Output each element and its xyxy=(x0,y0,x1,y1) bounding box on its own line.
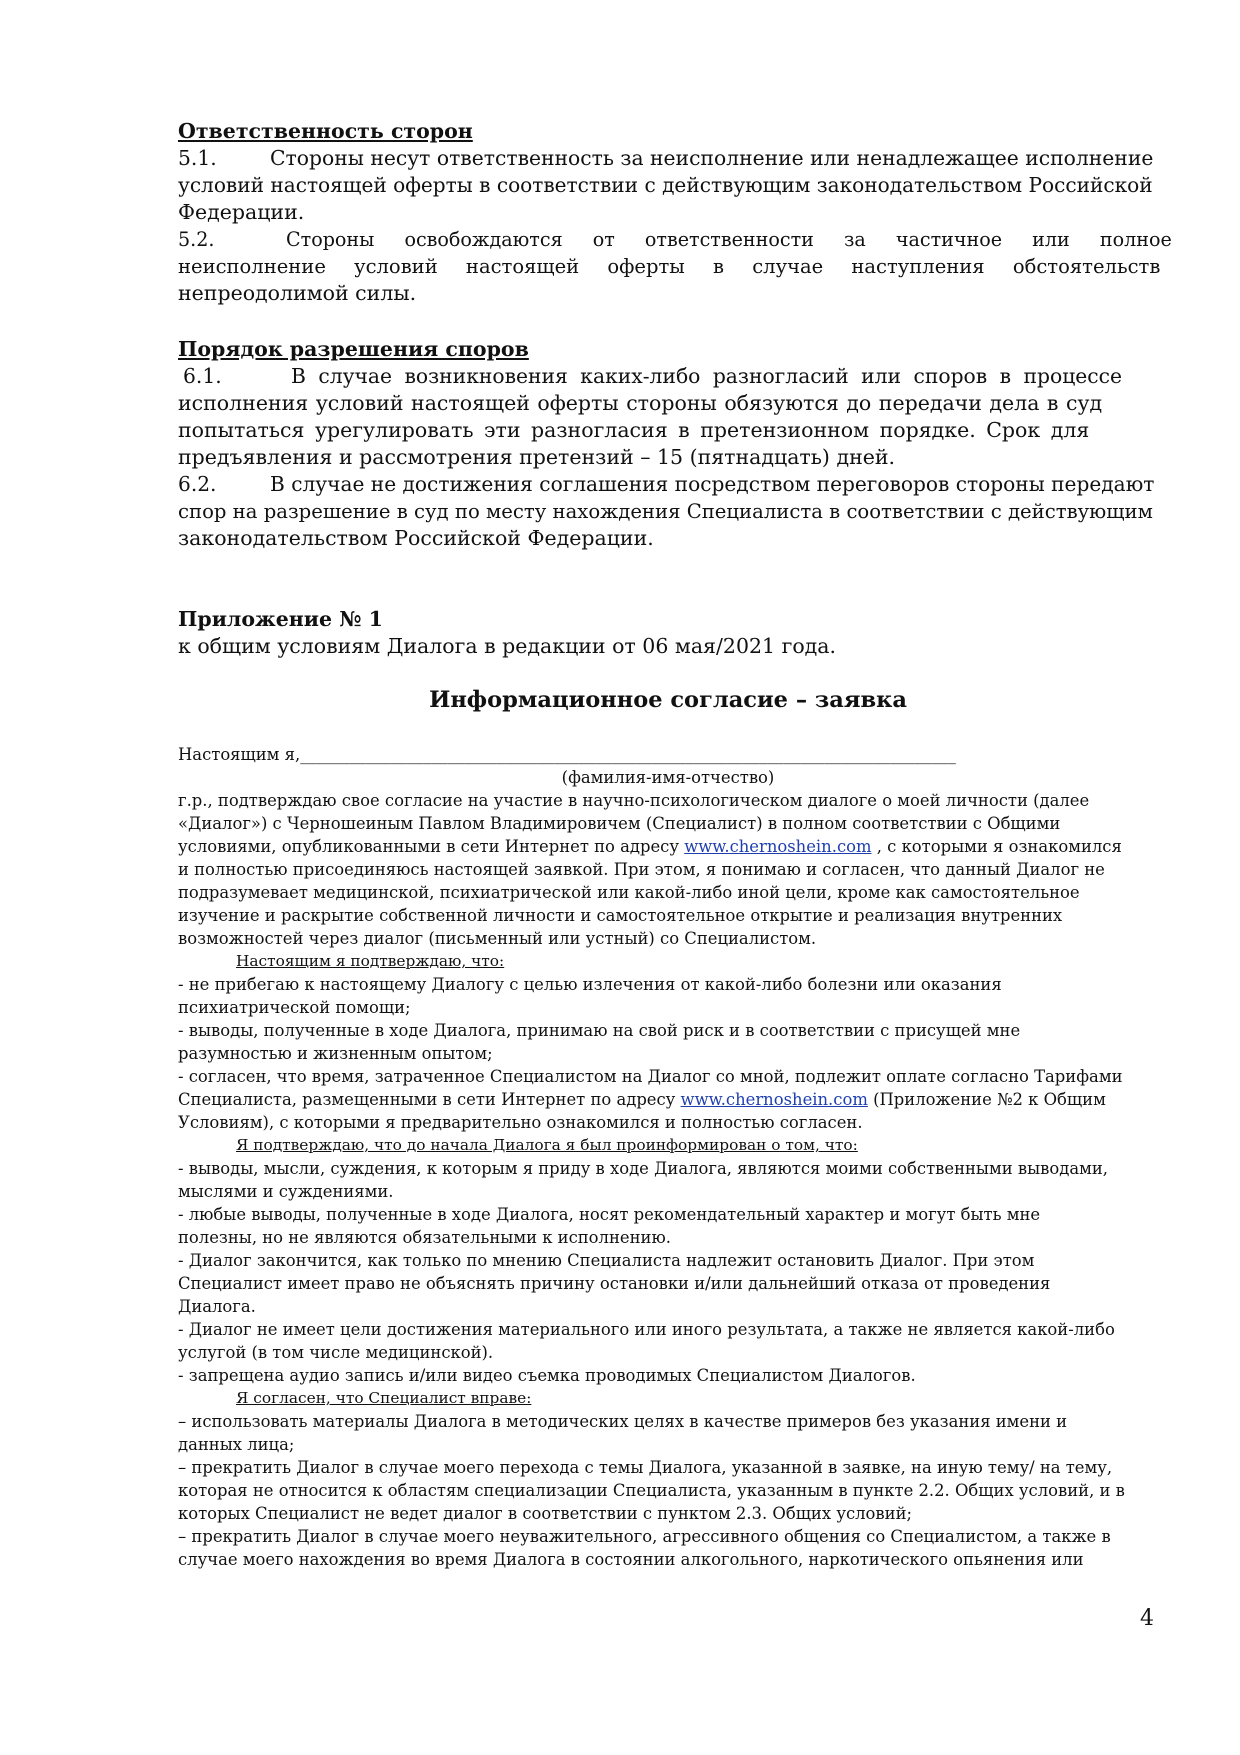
clause-number: 6.2. xyxy=(178,472,217,496)
confirm-item: психиатрической помощи; xyxy=(178,998,411,1017)
clause-5-2-line: неисполнение условий настоящей оферты в случае наступления обстоятельств xyxy=(178,255,1161,278)
clause-5-2-line: непреодолимой силы. xyxy=(178,281,417,305)
rights-item: случае моего нахождения во время Диалога в состоянии алкогольного, наркотического опьянения или xyxy=(178,1550,1084,1569)
clause-text: В случае возникновения каких-либо разногласий или споров в процессе xyxy=(291,364,1122,388)
clause-6-1-line: попытаться урегулировать эти разногласия в претензионном порядке. Срок для xyxy=(178,418,1090,442)
clause-6-1-line: предъявления и рассмотрения претензий – 15 (пятнадцать) дней. xyxy=(178,445,896,469)
confirm-heading: Настоящим я подтверждаю, что: xyxy=(236,952,505,970)
consent-line: «Диалог») с Черношеиным Павлом Владимировичем (Специалист) в полном соответствии с Общими xyxy=(178,814,1061,833)
informed-item: - Диалог не имеет цели достижения материального или иного результата, а также не является какой-либо xyxy=(178,1320,1115,1339)
consent-line: г.р., подтверждаю свое согласие на участие в научно-психологическом диалоге о моей личности (далее xyxy=(178,791,1090,810)
rights-item: – прекратить Диалог в случае моего неуважительного, агрессивного общения со Специалистом, а также в xyxy=(178,1527,1111,1546)
confirm-item: Условиям), с которыми я предварительно ознакомился и полностью согласен. xyxy=(178,1113,863,1132)
consent-line: и полностью присоединяюсь настоящей заявкой. При этом, я понимаю и согласен, что данный Диалог не xyxy=(178,860,1105,879)
clause-5-2-line xyxy=(178,226,1172,253)
consent-line: возможностей через диалог (письменный или устный) со Специалистом. xyxy=(178,929,817,948)
confirm-text: Специалиста, размещенными в сети Интернет по адресу xyxy=(178,1090,681,1109)
informed-item: - Диалог закончится, как только по мнению Специалиста надлежит остановить Диалог. При этом xyxy=(178,1251,1035,1270)
website-link[interactable]: www.chernoshein.com xyxy=(680,1090,868,1109)
section-heading-responsibility: Ответственность сторон xyxy=(178,119,473,143)
consent-title: Информационное согласие – заявка xyxy=(429,687,907,713)
clause-5-1-line: Федерации. xyxy=(178,200,305,224)
confirm-item: - согласен, что время, затраченное Специалистом на Диалог со мной, подлежит оплате согласно Тарифами xyxy=(178,1067,1123,1086)
informed-item: Диалога. xyxy=(178,1297,256,1316)
confirm-item: - не прибегаю к настоящему Диалогу с целью излечения от какой-либо болезни или оказания xyxy=(178,975,1002,994)
consent-line xyxy=(178,835,1158,858)
consent-text: условиями, опубликованными в сети Интернет по адресу xyxy=(178,837,685,856)
clause-6-1-line xyxy=(183,363,1163,390)
informed-item: - любые выводы, полученные в ходе Диалога, носят рекомендательный характер и могут быть мне xyxy=(178,1205,1041,1224)
name-line: Настоящим я,________________________________________________________________________________ xyxy=(178,745,956,764)
clause-text: В случае не достижения соглашения посредством переговоров стороны передают xyxy=(270,472,1155,496)
informed-item: Специалист имеет право не объяснять причину остановки и/или дальнейший отказа от проведения xyxy=(178,1274,1051,1293)
rights-item: данных лица; xyxy=(178,1435,295,1454)
website-link[interactable]: www.chernoshein.com xyxy=(684,837,872,856)
rights-item: – прекратить Диалог в случае моего перехода с темы Диалога, указанной в заявке, на иную тему/ на тему, xyxy=(178,1458,1113,1477)
rights-item: – использовать материалы Диалога в методических целях в качестве примеров без указания имени и xyxy=(178,1412,1068,1431)
informed-item: мыслями и суждениями. xyxy=(178,1182,394,1201)
clause-number: 5.1. xyxy=(178,146,217,170)
informed-item: услугой (в том числе медицинской). xyxy=(178,1343,494,1362)
rights-item: которых Специалист не ведет диалог в соответствии с пунктом 2.3. Общих условий; xyxy=(178,1504,913,1523)
clause-text: Стороны несут ответственность за неисполнение или ненадлежащее исполнение xyxy=(270,146,1154,170)
appendix-subheading: к общим условиям Диалога в редакции от 06 мая/2021 года. xyxy=(178,634,837,658)
rights-item: которая не относится к областям специализации Специалиста, указанным в пункте 2.2. Общих условий, и в xyxy=(178,1481,1125,1500)
appendix-heading: Приложение № 1 xyxy=(178,607,383,631)
informed-item: - выводы, мысли, суждения, к которым я приду в ходе Диалога, являются моими собственными выводами, xyxy=(178,1159,1108,1178)
clause-6-2-line: законодательством Российской Федерации. xyxy=(178,526,654,550)
name-caption: (фамилия-имя-отчество) xyxy=(561,768,775,787)
informed-item: - запрещена аудио запись и/или видео съемка проводимых Специалистом Диалогов. xyxy=(178,1366,916,1385)
confirm-item: разумностью и жизненным опытом; xyxy=(178,1044,493,1063)
consent-line: изучение и раскрытие собственной личности и самостоятельное открытие и реализация внутренних xyxy=(178,906,1063,925)
clause-6-2-line xyxy=(178,471,1158,498)
clause-5-1-line xyxy=(178,145,1158,172)
confirm-item: - выводы, полученные в ходе Диалога, принимаю на свой риск и в соответствии с присущей мне xyxy=(178,1021,1021,1040)
confirm-item xyxy=(178,1088,1158,1111)
clause-number: 5.2. xyxy=(178,228,215,251)
page-number: 4 xyxy=(1140,1606,1154,1631)
clause-number: 6.1. xyxy=(183,364,222,388)
clause-6-1-line: исполнения условий настоящей оферты стороны обязуются до передачи дела в суд xyxy=(178,391,1103,415)
clause-text: Стороны освобождаются от ответственности за частичное или полное xyxy=(286,228,1172,251)
clause-6-2-line: спор на разрешение в суд по месту нахождения Специалиста в соответствии с действующим xyxy=(178,500,1153,523)
confirm-text: (Приложение №2 к Общим xyxy=(867,1090,1106,1109)
section-heading-disputes: Порядок разрешения споров xyxy=(178,337,529,361)
consent-text: , с которыми я ознакомился xyxy=(871,837,1122,856)
informed-heading: Я подтверждаю, что до начала Диалога я был проинформирован о том, что: xyxy=(236,1136,858,1154)
informed-item: полезны, но не являются обязательными к исполнению. xyxy=(178,1228,671,1247)
clause-5-1-line: условий настоящей оферты в соответствии с действующим законодательством Российской xyxy=(178,173,1153,197)
consent-line: подразумевает медицинской, психиатрической или какой-либо иной цели, кроме как самостоятельное xyxy=(178,883,1080,902)
rights-heading: Я согласен, что Специалист вправе: xyxy=(236,1389,532,1407)
